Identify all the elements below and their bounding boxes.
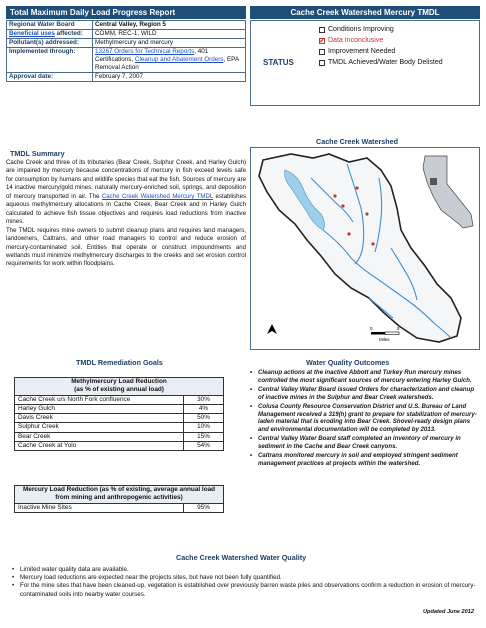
value-cell: 10%: [184, 423, 224, 432]
status-option: [319, 24, 443, 35]
site-cell: Sulphur Creek: [15, 423, 184, 432]
approval-value: February 7, 2007: [93, 73, 246, 82]
info-row: [7, 39, 246, 48]
status-option-label: Improvement Needed: [328, 48, 396, 55]
scale-unit: Miles: [379, 337, 390, 342]
scale-five: 5: [397, 326, 400, 331]
site-cell: Davis Creek: [15, 414, 184, 423]
report-page: [6, 6, 480, 622]
summary-heading: TMDL Summary: [10, 149, 65, 158]
summary-text: [6, 159, 246, 269]
summary-paragraph: The TMDL requires mine owners to submit cleanup plans and requires land managers, landowners, Caltrans, and other road managers to control and reduce erosion of mercury-contaminated soil. Entities that operate or construct impoundments and wetlands must minimize methylmercury discharges to the creeks and set erosion control requirements for work within floodplains.: [6, 226, 246, 268]
status-option: [319, 46, 443, 57]
list-item: • Central Valley Water Board issued Orders for characterization and cleanup of inactive mines in the Sulphur and Bear Creek watersheds.: [250, 386, 478, 402]
pollutant-label: Pollutant(s) addressed:: [7, 39, 93, 48]
status-options: [319, 24, 443, 68]
water-quality-list: [10, 566, 476, 599]
outcomes-heading: Water Quality Outcomes: [306, 358, 390, 367]
info-row: [7, 73, 246, 82]
value-cell: 95%: [184, 503, 224, 512]
uses-value: COMM, REC-1, WILD: [93, 30, 246, 39]
map-title: Cache Creek Watershed: [316, 137, 399, 146]
status-box: [250, 20, 480, 106]
impl-text2: , EPA Removal Action: [95, 56, 239, 71]
impl-label: Implemented through:: [7, 48, 93, 73]
summary-paragraph: [6, 159, 246, 227]
watershed-location-marker: [430, 178, 437, 185]
board-label: Regional Water Board: [7, 21, 93, 30]
value-cell: 54%: [184, 442, 224, 451]
uses-label-rest: affected:: [54, 30, 83, 37]
list-item: • Central Valley Water Board staff completed an inventory of mercury in sediment in the Cache and Bear Creek canyons.: [250, 435, 478, 451]
status-label: STATUS: [263, 58, 294, 67]
checked-checkbox-icon: [319, 38, 325, 44]
beneficial-uses-link[interactable]: Beneficial uses: [9, 30, 55, 37]
site-cell: Cache Creek at Yolo: [15, 442, 184, 451]
table1-title: [15, 378, 224, 396]
list-item: • Cleanup actions at the inactive Abbott and Turkey Run mercury mines controlled the most significant sources of mercury entering Harley Gulch.: [250, 369, 478, 385]
table-row: [15, 423, 224, 432]
table-row: [15, 404, 224, 413]
table-row: [15, 432, 224, 441]
info-row: [7, 21, 246, 30]
list-item: • Caltrans monitored mercury in soil and employed stringent sediment management practices at projects within the watershed.: [250, 452, 478, 468]
list-item: • For the mine sites that have been cleaned-up, vegetation is established over previously barren waste piles and observations confirm a reduction in erosion of mercury-contaminated soils into nearby water courses.: [10, 582, 476, 598]
north-arrow-icon: [267, 324, 277, 334]
updated-date: Updated June 2012: [423, 609, 474, 615]
checkbox-icon: [319, 49, 325, 55]
value-cell: 15%: [184, 432, 224, 441]
table-row: [15, 503, 224, 512]
list-item: • Colusa County Resource Conservation District and U.S. Bureau of Land Management received a 319(h) grant to prepare for stabilization of mercury-laden material that is eroding into Bear Creek. Shovel-ready design plans and environmental documentation will be completed by 2013.: [250, 403, 478, 435]
scale-bar: [370, 326, 400, 342]
impl-value: [93, 48, 246, 73]
goals-heading: TMDL Remediation Goals: [76, 358, 163, 367]
board-value: Central Valley, Region 5: [93, 21, 246, 30]
status-option-label: TMDL Achieved/Water Body Delisted: [328, 59, 443, 66]
scale-zero: 0: [370, 326, 373, 331]
table-row: [15, 395, 224, 404]
list-item: • Mercury load reductions are expected near the projects sites, but have not been fully quantified.: [10, 574, 476, 582]
status-option: [319, 35, 443, 46]
uses-label: [7, 30, 93, 39]
methylmercury-table: [14, 377, 224, 451]
pollutant-value: Methylmercury and mercury: [93, 39, 246, 48]
cleanup-orders-link[interactable]: Cleanup and Abatement Orders: [134, 56, 224, 63]
site-cell: Bear Creek: [15, 432, 184, 441]
info-row: [7, 48, 246, 73]
impl-text1: , 401 Certifications,: [95, 48, 209, 63]
list-item: • Limited water quality data are available.: [10, 566, 476, 574]
status-option-label: Conditions Improving: [328, 26, 394, 33]
technical-reports-link[interactable]: 13267 Orders for Technical Reports: [95, 48, 195, 55]
info-row: [7, 30, 246, 39]
value-cell: 4%: [184, 404, 224, 413]
value-cell: 50%: [184, 414, 224, 423]
checkbox-icon: [319, 27, 325, 33]
summary-text-a: Cache Creek and three of its tributaries (Bear Creek, Sulphur Creek, and Harley Gulch) are impaired by mercury because concentrations of mercury in fish exceed levels safe for consumption by humans and wildlife species that eat the fish. Sources of mercury are 14 inactive mercury/gold mines, naturally mercury-enriched soil, springs, and deposition of mercury transported in air. The: [6, 159, 246, 200]
mercury-table: [14, 485, 224, 513]
tmdl-title: Cache Creek Watershed Mercury TMDL: [250, 6, 480, 19]
summary-text-b: establishes aqueous methylmercury allocations in Cache Creek, Bear Creek and in Harley Gulch calculated to achieve fish tissue objectives and requires load reductions from inactive mines.: [6, 192, 246, 226]
report-title: Total Maximum Daily Load Progress Report: [6, 6, 246, 19]
site-cell: Harley Gulch: [15, 404, 184, 413]
table1-title-line1: Methylmercury Load Reduction: [71, 378, 167, 385]
status-option: [319, 57, 443, 68]
site-cell: Cache Creek u/s North Fork confluence: [15, 395, 184, 404]
california-inset: [423, 156, 473, 228]
table-row: [15, 414, 224, 423]
outcomes-list: [250, 369, 478, 469]
tmdl-link[interactable]: Cache Creek Watershed Mercury TMDL: [101, 192, 214, 200]
value-cell: 30%: [184, 395, 224, 404]
watershed-map-graphic: [251, 148, 479, 349]
watershed-map: [250, 147, 480, 350]
status-option-label: Data Inconclusive: [328, 37, 384, 44]
info-table: [6, 20, 246, 82]
site-cell: Inactive Mine Sites: [15, 503, 184, 512]
table1-title-line2: (as % of existing annual load): [74, 386, 164, 394]
water-quality-heading: Cache Creek Watershed Water Quality: [176, 553, 307, 562]
table-row: [15, 442, 224, 451]
checkbox-icon: [319, 60, 325, 66]
approval-label: Approval date:: [7, 73, 93, 82]
table2-title: Mercury Load Reduction (as % of existing, average annual load from mining and anthropogenic activities): [15, 486, 224, 504]
